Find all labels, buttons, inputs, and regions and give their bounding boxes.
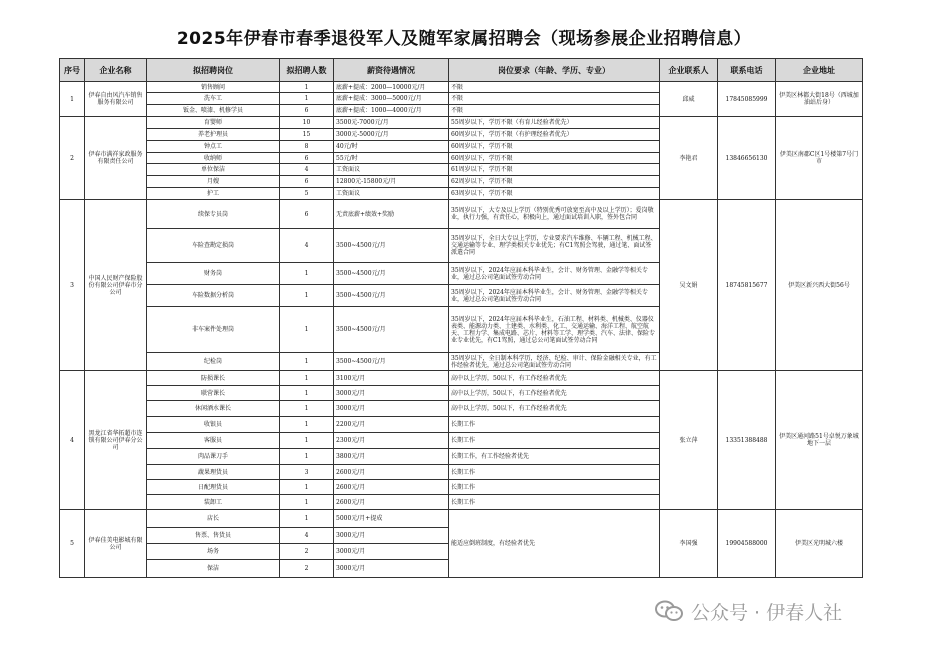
watermark: [655, 596, 915, 626]
job-count: 1: [280, 371, 334, 386]
job-salary: 2200元/月: [334, 417, 449, 433]
table-row: [60, 117, 863, 129]
job-salary: 3100元/月: [334, 371, 449, 386]
job-title: 蔬果理货员: [147, 465, 280, 480]
job-salary: 3000元/月: [334, 544, 449, 560]
job-requirements: 35周岁以下，大专及以上学历（特别优秀可放宽至高中及以上学历）；爱岗敬业，执行力强，有责任心，积极向上，通过面试培训入职，签外包合同: [449, 200, 660, 229]
company-number: 5: [60, 510, 85, 578]
job-count: 4: [280, 528, 334, 544]
watermark-text: 公众号 · 伊春人社: [691, 601, 843, 624]
job-title: 收纳师: [147, 153, 280, 164]
job-title: 休闲酒水课长: [147, 401, 280, 417]
table-header-row: [60, 59, 863, 82]
wechat-official-account-icon: [655, 600, 683, 622]
job-count: 1: [280, 285, 334, 307]
job-title: 非车案件处理岗: [147, 307, 280, 353]
company-name: 黑龙江省华拓超市连锁有限公司伊春分公司: [85, 371, 147, 510]
job-title: 联营课长: [147, 386, 280, 401]
job-count: 1: [280, 307, 334, 353]
job-count: 6: [280, 176, 334, 188]
job-title: 车险查勘定损岗: [147, 229, 280, 263]
job-count: 2: [280, 544, 334, 560]
job-title: 装卸工: [147, 495, 280, 510]
job-count: 15: [280, 129, 334, 141]
job-requirements: 35周岁以下，2024年应届本科毕业生，会计、财务管理、金融学等相关专业，通过总公司笔面试签劳动合同: [449, 263, 660, 285]
job-salary: 3000元/月: [334, 401, 449, 417]
job-title: 店长: [147, 510, 280, 528]
job-requirements: 60周岁以下，学历不限: [449, 141, 660, 153]
company-contact: 李国强: [660, 510, 718, 578]
company-phone: 13351388488: [718, 371, 776, 510]
company-phone: 19904588000: [718, 510, 776, 578]
job-requirements: 不限: [449, 93, 660, 105]
job-salary: 底薪+提成：2000—10000元/月: [334, 82, 449, 93]
column-header: 序号: [60, 59, 85, 82]
job-count: 1: [280, 510, 334, 528]
job-requirements: 63周岁以下，学历不限: [449, 188, 660, 200]
company-address: 伊美区林都大街18号（西城加油站后身）: [776, 82, 863, 117]
job-salary: 3000元/月: [334, 528, 449, 544]
job-count: 10: [280, 117, 334, 129]
job-title: 月嫂: [147, 176, 280, 188]
job-requirements: 能适应倒班制度，有经验者优先: [449, 510, 660, 578]
job-requirements: 35周岁以下，全日大专以上学历，专业要求汽车维修、车辆工程、机械工程、交通运输等专业、理学类相关专业优先；有C1驾照会驾驶，通过笔、面试签派遣合同: [449, 229, 660, 263]
job-salary: 3000元-5000元/月: [334, 129, 449, 141]
job-count: 1: [280, 263, 334, 285]
job-title: 收银员: [147, 417, 280, 433]
column-header: 企业联系人: [660, 59, 718, 82]
company-contact: 吴文娟: [660, 200, 718, 371]
job-requirements: 60周岁以下，学历不限: [449, 153, 660, 164]
job-salary: 3000元/月: [334, 386, 449, 401]
column-header: 企业名称: [85, 59, 147, 82]
table-row: [60, 510, 863, 528]
job-requirements: 35周岁以下，2024年应届本科毕业生，会计、财务管理、金融学等相关专业，通过总公司笔面试签劳动合同: [449, 285, 660, 307]
job-count: 6: [280, 105, 334, 117]
job-count: 6: [280, 200, 334, 229]
job-title: 育婴师: [147, 117, 280, 129]
job-requirements: 高中以上学历，50以下，有工作经验者优先: [449, 371, 660, 386]
job-title: 续保专员岗: [147, 200, 280, 229]
company-phone: 13846656130: [718, 117, 776, 200]
job-requirements: 61周岁以下，学历不限: [449, 164, 660, 176]
page-title: 2025年伊春市春季退役军人及随军家属招聘会（现场参展企业招聘信息）: [176, 29, 752, 49]
job-requirements: 长期工作: [449, 480, 660, 495]
job-count: 1: [280, 449, 334, 465]
job-count: 1: [280, 353, 334, 371]
job-salary: 5000元/月+提成: [334, 510, 449, 528]
job-count: 4: [280, 229, 334, 263]
job-requirements: 60周岁以下，学历不限（有护理经验者优先）: [449, 129, 660, 141]
column-header: 薪资待遇情况: [334, 59, 449, 82]
company-number: 4: [60, 371, 85, 510]
job-count: 1: [280, 93, 334, 105]
job-title: 养老护理员: [147, 129, 280, 141]
job-title: 纪检岗: [147, 353, 280, 371]
job-count: 3: [280, 465, 334, 480]
job-count: 1: [280, 495, 334, 510]
company-address: 伊美区光明城六楼: [776, 510, 863, 578]
company-address: 伊美区新兴西大街56号: [776, 200, 863, 371]
column-header: 拟招聘人数: [280, 59, 334, 82]
job-title: 钟点工: [147, 141, 280, 153]
job-count: 5: [280, 188, 334, 200]
job-title: 护工: [147, 188, 280, 200]
company-number: 3: [60, 200, 85, 371]
job-salary: 3500元-7000元/月: [334, 117, 449, 129]
job-count: 1: [280, 82, 334, 93]
job-salary: 3500~4500元/月: [334, 285, 449, 307]
job-salary: 无责底薪+绩效+奖励: [334, 200, 449, 229]
table-row: [60, 371, 863, 386]
recruitment-table: [59, 58, 863, 578]
job-title: 场务: [147, 544, 280, 560]
job-requirements: 高中以上学历，50以下，有工作经验者优先: [449, 401, 660, 417]
company-contact: 邱威: [660, 82, 718, 117]
job-count: 1: [280, 386, 334, 401]
job-title: 保洁: [147, 560, 280, 578]
job-requirements: 长期工作: [449, 495, 660, 510]
job-title: 销售顾问: [147, 82, 280, 93]
job-count: 1: [280, 417, 334, 433]
job-salary: 3800元/月: [334, 449, 449, 465]
job-salary: 40元/时: [334, 141, 449, 153]
job-title: 洗车工: [147, 93, 280, 105]
job-title: 钣金、喷漆、机修学员: [147, 105, 280, 117]
job-salary: 3500~4500元/月: [334, 229, 449, 263]
company-phone: 18745815677: [718, 200, 776, 371]
job-title: 财务岗: [147, 263, 280, 285]
job-salary: 2600元/月: [334, 480, 449, 495]
job-count: 1: [280, 401, 334, 417]
job-salary: 3500~4500元/月: [334, 307, 449, 353]
job-title: 售票、售货员: [147, 528, 280, 544]
job-count: 2: [280, 560, 334, 578]
job-requirements: 长期工作: [449, 417, 660, 433]
company-address: 伊美区通河路51号卓悦万象城地下一层: [776, 371, 863, 510]
job-salary: 3500~4500元/月: [334, 353, 449, 371]
column-header: 企业地址: [776, 59, 863, 82]
job-requirements: 55周岁以下，学历不限（有育儿经验者优先）: [449, 117, 660, 129]
column-header: 联系电话: [718, 59, 776, 82]
company-name: 中国人民财产保险股份有限公司伊春市分公司: [85, 200, 147, 371]
job-title: 肉品课刀手: [147, 449, 280, 465]
company-number: 1: [60, 82, 85, 117]
job-salary: 55元/时: [334, 153, 449, 164]
job-title: 单位保洁: [147, 164, 280, 176]
company-address: 伊美区南郡C区1号楼第7号门市: [776, 117, 863, 200]
job-requirements: 35周岁以下，2024年应届本科毕业生，石油工程、材料类、机械类、仪器仪表类、能源动力类、土建类、水利类、化工、交通运输、海洋工程、航空航天、工程力学、集成电路、芯片、材料等工学、理学类、汽车、法律、保险专业专业优先，有C1驾照，通过总公司笔面试签劳动合同: [449, 307, 660, 353]
job-title: 日配理货员: [147, 480, 280, 495]
company-name: 伊春佳美电影城有限公司: [85, 510, 147, 578]
company-contact: 张立萍: [660, 371, 718, 510]
table-row: [60, 82, 863, 93]
job-requirements: 不限: [449, 82, 660, 93]
table-row: [60, 200, 863, 229]
job-salary: 2600元/月: [334, 495, 449, 510]
job-count: 1: [280, 433, 334, 449]
job-salary: 12800元-15800元/月: [334, 176, 449, 188]
job-title: 车险数据分析岗: [147, 285, 280, 307]
job-title: 客服员: [147, 433, 280, 449]
job-count: 1: [280, 480, 334, 495]
job-requirements: 不限: [449, 105, 660, 117]
job-requirements: 62周岁以下，学历不限: [449, 176, 660, 188]
company-name: 伊春市满祥家政服务有限责任公司: [85, 117, 147, 200]
job-salary: 底薪+提成：3000—5000元/月: [334, 93, 449, 105]
job-requirements: 长期工作，有工作经验者优先: [449, 449, 660, 465]
job-count: 4: [280, 164, 334, 176]
job-count: 6: [280, 153, 334, 164]
job-salary: 2300元/月: [334, 433, 449, 449]
job-count: 8: [280, 141, 334, 153]
column-header: 拟招聘岗位: [147, 59, 280, 82]
job-salary: 2600元/月: [334, 465, 449, 480]
job-salary: 工资面议: [334, 188, 449, 200]
job-salary: 工资面议: [334, 164, 449, 176]
job-salary: 3500~4500元/月: [334, 263, 449, 285]
job-requirements: 35周岁以下，全日制本科学历，经济、纪检、审计、保险金融相关专业，有工作经验者优先，通过总公司笔面试签劳动合同: [449, 353, 660, 371]
company-number: 2: [60, 117, 85, 200]
column-header: 岗位要求（年龄、学历、专业）: [449, 59, 660, 82]
job-requirements: 长期工作: [449, 433, 660, 449]
job-requirements: 长期工作: [449, 465, 660, 480]
company-name: 伊春自由风汽车销售服务有限公司: [85, 82, 147, 117]
job-salary: 3000元/月: [334, 560, 449, 578]
company-phone: 17845085999: [718, 82, 776, 117]
company-contact: 李艳君: [660, 117, 718, 200]
job-requirements: 高中以上学历，50以下，有工作经验者优先: [449, 386, 660, 401]
job-title: 防损课长: [147, 371, 280, 386]
job-salary: 底薪+提成：1000—4000元/月: [334, 105, 449, 117]
